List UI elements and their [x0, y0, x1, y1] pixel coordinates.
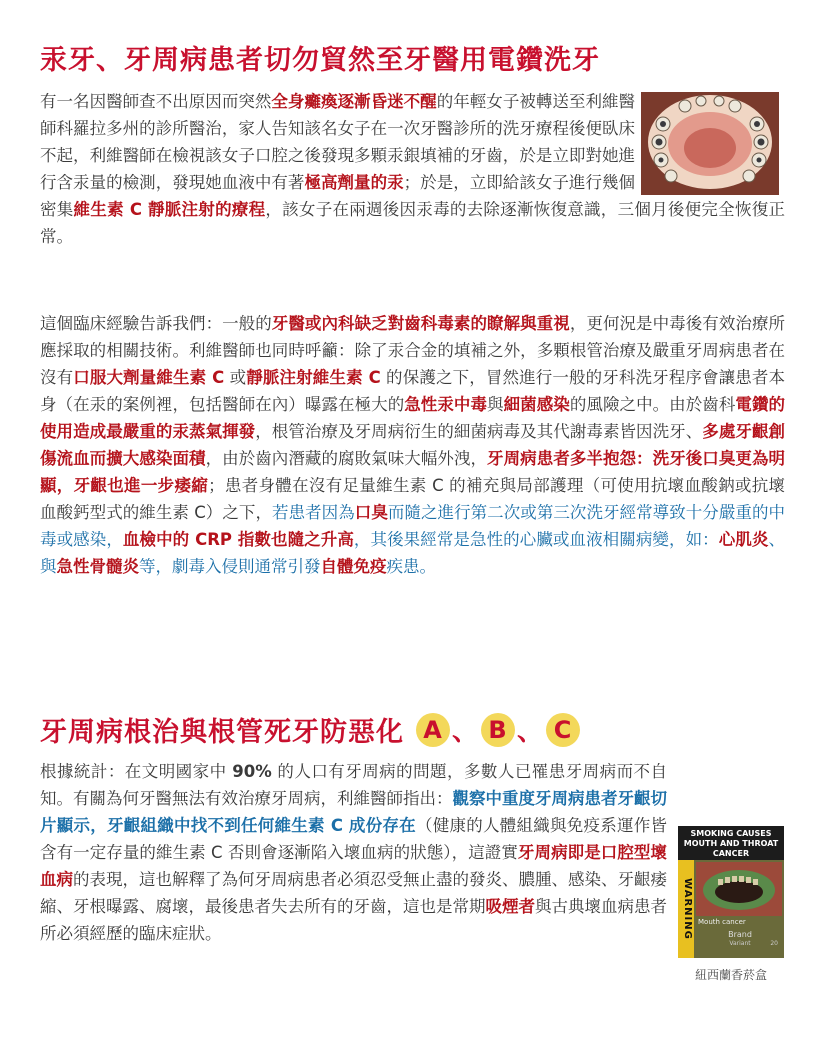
highlighted-text: 若患者因為	[272, 503, 355, 522]
pack-count: 20	[770, 940, 778, 947]
highlighted-text: 細菌感染	[503, 395, 570, 414]
badge-a: A	[416, 713, 450, 747]
highlighted-text: 多處牙齦創傷流血而擴大感染面積	[40, 422, 786, 468]
section2-title-text: 牙周病根治與根管死牙防惡化	[40, 717, 404, 748]
section2-title	[40, 710, 582, 749]
text-run: 的年輕女子被轉送至利維醫師科羅拉多州的診所醫治，家人告知該名女子在一次牙醫診所的洗牙療程後便臥床不起，利維醫師在檢視該女子口腔之後發現多顆汞銀填補的牙齒，於是立即對她進行含汞量的檢測，發現她血液中有著	[40, 92, 636, 192]
cigarette-pack-image	[678, 826, 784, 958]
text-run: ，由於齒內潛藏的腐敗氣味大幅外洩，	[205, 449, 488, 468]
highlighted-text: 維生素 C 靜脈注射的療程	[73, 200, 266, 219]
badge-b: B	[481, 713, 515, 747]
highlighted-text: 90%	[232, 762, 272, 781]
text-run: （健康的人體組織與免疫系運作皆含有一定存量的維生素 C 否則會逐漸陷入壞血病的狀態），這證實	[40, 816, 667, 862]
text-run: ；於是，立即給該女子進行幾個密集	[40, 173, 636, 219]
text-run: ，該女子在兩週後因汞毒的去除逐漸恢復意識，三個月後便完全恢復正常。	[40, 200, 785, 246]
pack-brand: Brand	[728, 930, 752, 939]
badge-separator: 、	[517, 717, 545, 747]
pack-variant: Variant	[729, 940, 751, 947]
highlighted-text: 自體免疫	[320, 557, 387, 576]
text-run: 的保護之下，冒然進行一般的牙科洗牙程序會讓患者本身（在汞的案例裡，包括醫師在內）曝露在極大的	[40, 368, 786, 414]
text-run: 的風險之中。由於齒科	[569, 395, 736, 414]
text-run: 的表現，這也解釋了為何牙周病患者必須忍受無止盡的發炎、膿腫、感染、牙齦痿縮、牙根曝露、腐壞，最後患者失去所有的牙齒，這也是常期	[40, 870, 667, 916]
pack-side-warning: WARNING	[682, 878, 693, 940]
highlighted-text: 觀察中重度牙周病患者牙齦切片顯示，牙齦組織中找不到任何維生素 C 成份存在	[40, 789, 667, 835]
highlighted-text: 心肌炎	[718, 530, 769, 549]
highlighted-text: 口臭	[354, 503, 388, 522]
highlighted-text: 牙醫或內科缺乏對齒科毒素的瞭解與重視	[271, 314, 570, 333]
highlighted-text: 電鑽的使用造成最嚴重的汞蒸氣揮發	[40, 395, 786, 441]
badge-separator: 、	[452, 717, 480, 747]
text-run: 或	[224, 368, 247, 387]
pack-mouth-label: Mouth cancer	[698, 918, 746, 926]
highlighted-text: 而隨之進行第二次或第三次洗牙經常導致十分嚴重的中毒或感染，	[40, 503, 786, 549]
text-run: 的人口有牙周病的問題，多數人已罹患牙周病而不自知。有關為何牙醫無法有效治療牙周病，利維醫師指出：	[40, 762, 667, 808]
text-run: 與	[487, 395, 504, 414]
highlighted-text: 急性汞中毒	[404, 395, 488, 414]
text-run: ；患者身體在沒有足量維生素 C 的補充與局部護理（可使用抗壞血酸鈉或抗壞血酸鈣型式的維生素 C）之下，	[40, 476, 786, 522]
pack-warning-header: SMOKING CAUSES MOUTH AND THROAT CANCER	[678, 826, 784, 860]
highlighted-text: ，其後果經常是急性的心臟或血液相關病變，如：	[353, 530, 719, 549]
highlighted-text: 極高劑量的汞	[304, 173, 404, 192]
text-run: 與古典壞血病患者所必須經歷的臨床症狀。	[40, 897, 667, 943]
pack-caption: 紐西蘭香菸盒	[694, 968, 767, 982]
highlighted-text: 吸煙者	[485, 897, 535, 916]
section1-title: 汞牙、牙周病患者切勿貿然至牙醫用電鑽洗牙	[40, 45, 600, 76]
highlighted-text: 疾患。	[386, 557, 436, 576]
text-run: ，根管治療及牙周病衍生的細菌病毒及其代謝毒素皆因洗牙、	[255, 422, 703, 441]
text-run: 根據統計：在文明國家中	[40, 762, 233, 781]
text-run: 有一名因醫師查不出原因而突然	[40, 92, 272, 111]
highlighted-text: 口服大劑量維生素 C	[73, 368, 225, 387]
highlighted-text: 牙周病即是口腔型壞血病	[40, 843, 667, 889]
text-run: ，更何況是中毒後有效治療所應採取的相關技術。利維醫師也同時呼籲：除了汞合金的填補之外，多顆根管治療及嚴重牙周病患者在沒有	[40, 314, 786, 387]
section2-paragraph-1	[40, 758, 785, 1026]
highlighted-text: 血檢中的 CRP 指數也隨之升高	[122, 530, 354, 549]
highlighted-text: 全身癱瘓逐漸昏迷不醒	[271, 92, 437, 111]
text-run: 這個臨床經驗告訴我們：一般的	[40, 314, 272, 333]
highlighted-text: 牙周病患者多半抱怨：洗牙後口臭更為明顯，牙齦也進一步痿縮	[40, 449, 786, 495]
highlighted-text: 靜脈注射維生素 C	[246, 368, 381, 387]
badge-c: C	[546, 713, 580, 747]
section1-paragraph-1	[40, 88, 785, 250]
section1-paragraph-2	[40, 310, 785, 580]
highlighted-text: 等，劇毒入侵則通常引發	[139, 557, 321, 576]
highlighted-text: 、與	[40, 530, 786, 576]
highlighted-text: 急性骨髓炎	[56, 557, 139, 576]
